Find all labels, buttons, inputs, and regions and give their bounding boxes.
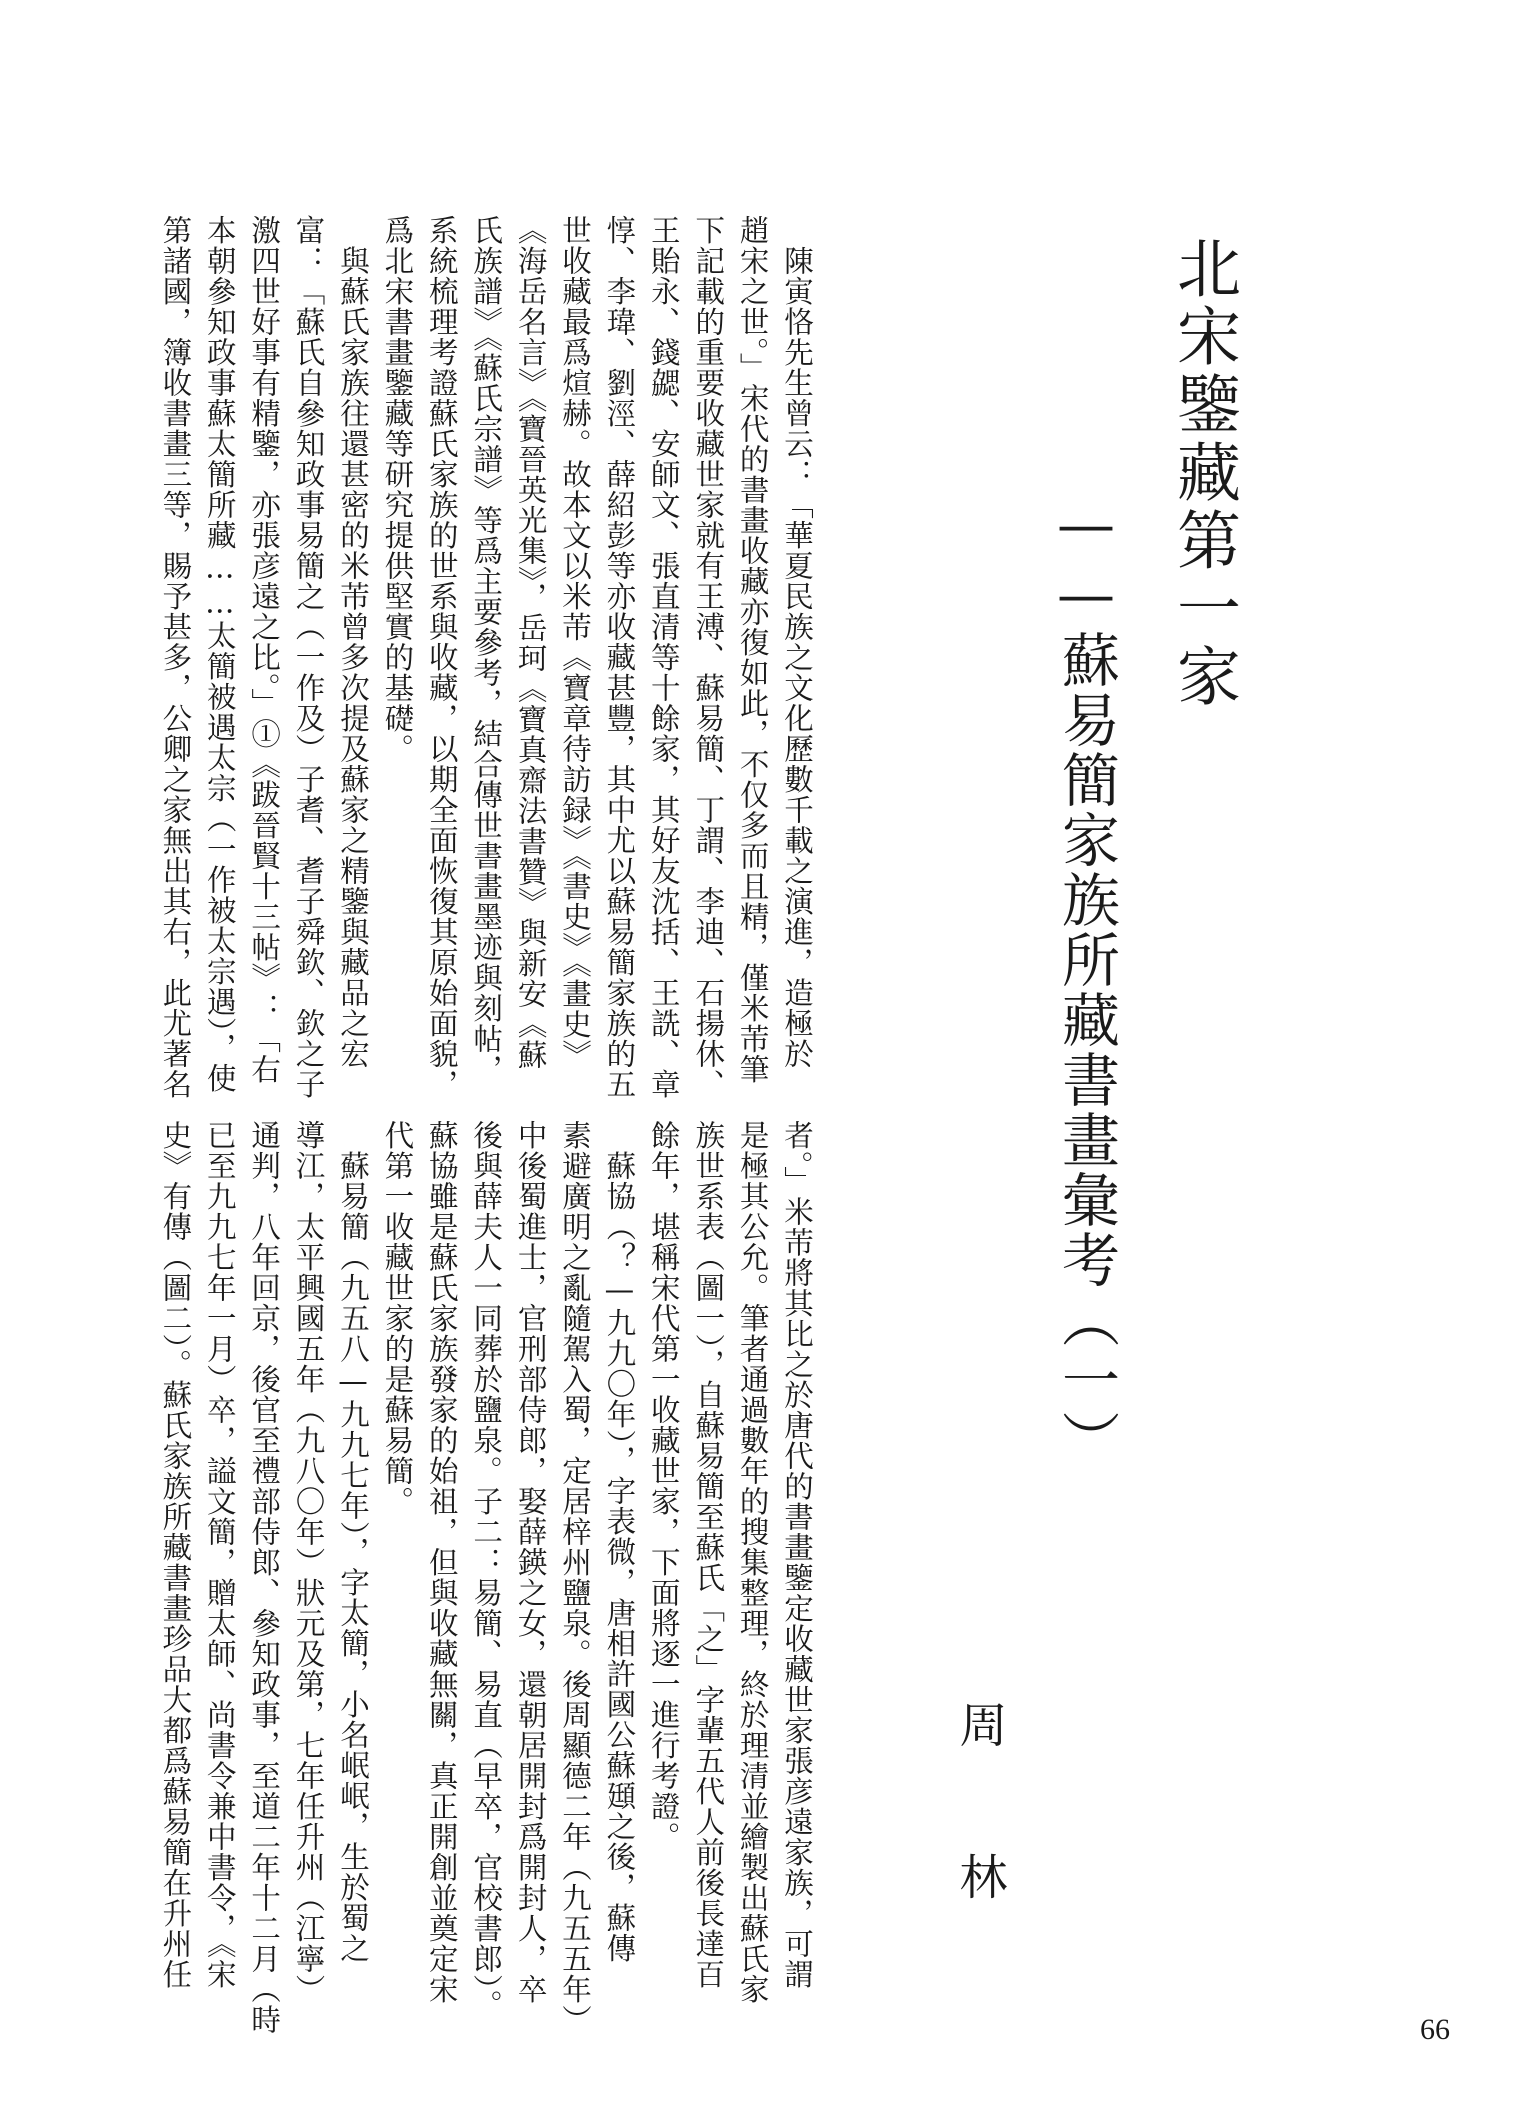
author-name: 周 林 (951, 1700, 1007, 1928)
text-column: 激四世好事有精鑒，亦張彦遠之比。」①《跋晉賢十三帖》：「右 (247, 215, 282, 1085)
text-column: 蘇易簡（九五八—九九七年），字太簡，小名岷岷，生於蜀之 (335, 1120, 370, 1964)
text-column: 富：「蘇氏自參知政事易簡之（一作及）子耆、耆子舜欽、欽之子 (291, 215, 326, 1100)
text-column: 後與薛夫人一同葬於鹽泉。子二：易簡、易直（早卒，官校書郎）。 (469, 1120, 504, 2021)
article-title: 北宋鑒藏第一家 (1166, 235, 1240, 711)
text-column: 餘年，堪稱宋代第一收藏世家，下面將逐一進行考證。 (646, 1120, 681, 1852)
text-column: 第諸國，簿收書畫三等，賜予甚多，公卿之家無出其右，此尤著名 (158, 215, 193, 1100)
page-number: 66 (1420, 2013, 1450, 2046)
text-column: 氏族譜》《蘇氏宗譜》等爲主要參考，結合傳世書畫墨迹與刻帖， (469, 215, 504, 1085)
body-text-upper (153, 215, 819, 1100)
text-column: 通判，八年回京，後官至禮部侍郎、參知政事，至道二年十二月（時 (247, 1120, 282, 2035)
text-column: 下記載的重要收藏世家就有王溥、蘇易簡、丁謂、李迪、石揚休、 (691, 215, 726, 1100)
text-column: 蘇協雖是蘇氏家族發家的始祖，但與收藏無關，真正開創並奠定宋 (424, 1120, 459, 2005)
text-column: 導江，太平興國五年（九八〇年）狀元及第，七年任升州（江寧） (291, 1120, 326, 2005)
text-column: 世收藏最爲煊赫。故本文以米芾《寶章待訪録》《書史》《畫史》 (557, 215, 592, 1070)
text-column: 素避廣明之亂隨駕入蜀，定居梓州鹽泉。後周顯德二年（九五五年） (557, 1120, 592, 2035)
text-column: 是極其公允。筆者通過數年的搜集整理，終於理清並繪製出蘇氏家 (735, 1120, 770, 2005)
text-column: 《海岳名言》《寶晉英光集》，岳珂《寶真齋法書贊》與新安《蘇 (513, 215, 548, 1070)
text-column: 代第一收藏世家的是蘇易簡。 (380, 1120, 415, 1517)
text-column: 爲北宋書畫鑒藏等研究提供堅實的基礎。 (380, 215, 415, 764)
text-column: 本朝參知政事蘇太簡所藏……太簡被遇太宗（一作被太宗遇），使 (202, 215, 237, 1094)
text-column: 與蘇氏家族往還甚密的米芾曾多次提及蘇家之精鑒與藏品之宏 (335, 215, 370, 1069)
text-column: 惇、李瑋、劉涇、薛紹彭等亦收藏甚豐，其中尤以蘇易簡家族的五 (602, 215, 637, 1100)
body-text-lower (153, 1120, 819, 2035)
text-column: 中後蜀進士，官刑部侍郎，娶薛鍈之女，還朝居開封爲開封人，卒 (513, 1120, 548, 2005)
text-column: 史》有傳（圖二）。蘇氏家族所藏書畫珍品大都爲蘇易簡在升州任 (158, 1120, 193, 1990)
text-column: 族世系表（圖一），自蘇易簡至蘇氏「之」字輩五代人前後長達百 (691, 1120, 726, 1990)
text-column: 趙宋之世。」宋代的書畫收藏亦復如此，不仅多而且精，僅米芾筆 (735, 215, 770, 1085)
text-column: 系統梳理考證蘇氏家族的世系與收藏，以期全面恢復其原始面貌， (424, 215, 459, 1100)
text-column: 蘇協（？—九九〇年），字表微，唐相許國公蘇頲之後，蘇傳 (602, 1120, 637, 1964)
text-column: 陳寅恪先生曾云：「華夏民族之文化歷數千載之演進，造極於 (780, 215, 814, 1069)
text-column: 王貽永、錢勰、安師文、張直清等十餘家，其好友沈括、王詵、章 (646, 215, 681, 1100)
text-column: 已至九九七年一月）卒，謚文簡，贈太師、尚書令兼中書令，《宋 (202, 1120, 237, 1990)
text-column: 者。」米芾將其比之於唐代的書畫鑒定收藏世家張彦遠家族，可謂 (780, 1120, 814, 1990)
article-subtitle: ——蘇易簡家族所藏書畫彙考（一） (1052, 490, 1120, 1470)
